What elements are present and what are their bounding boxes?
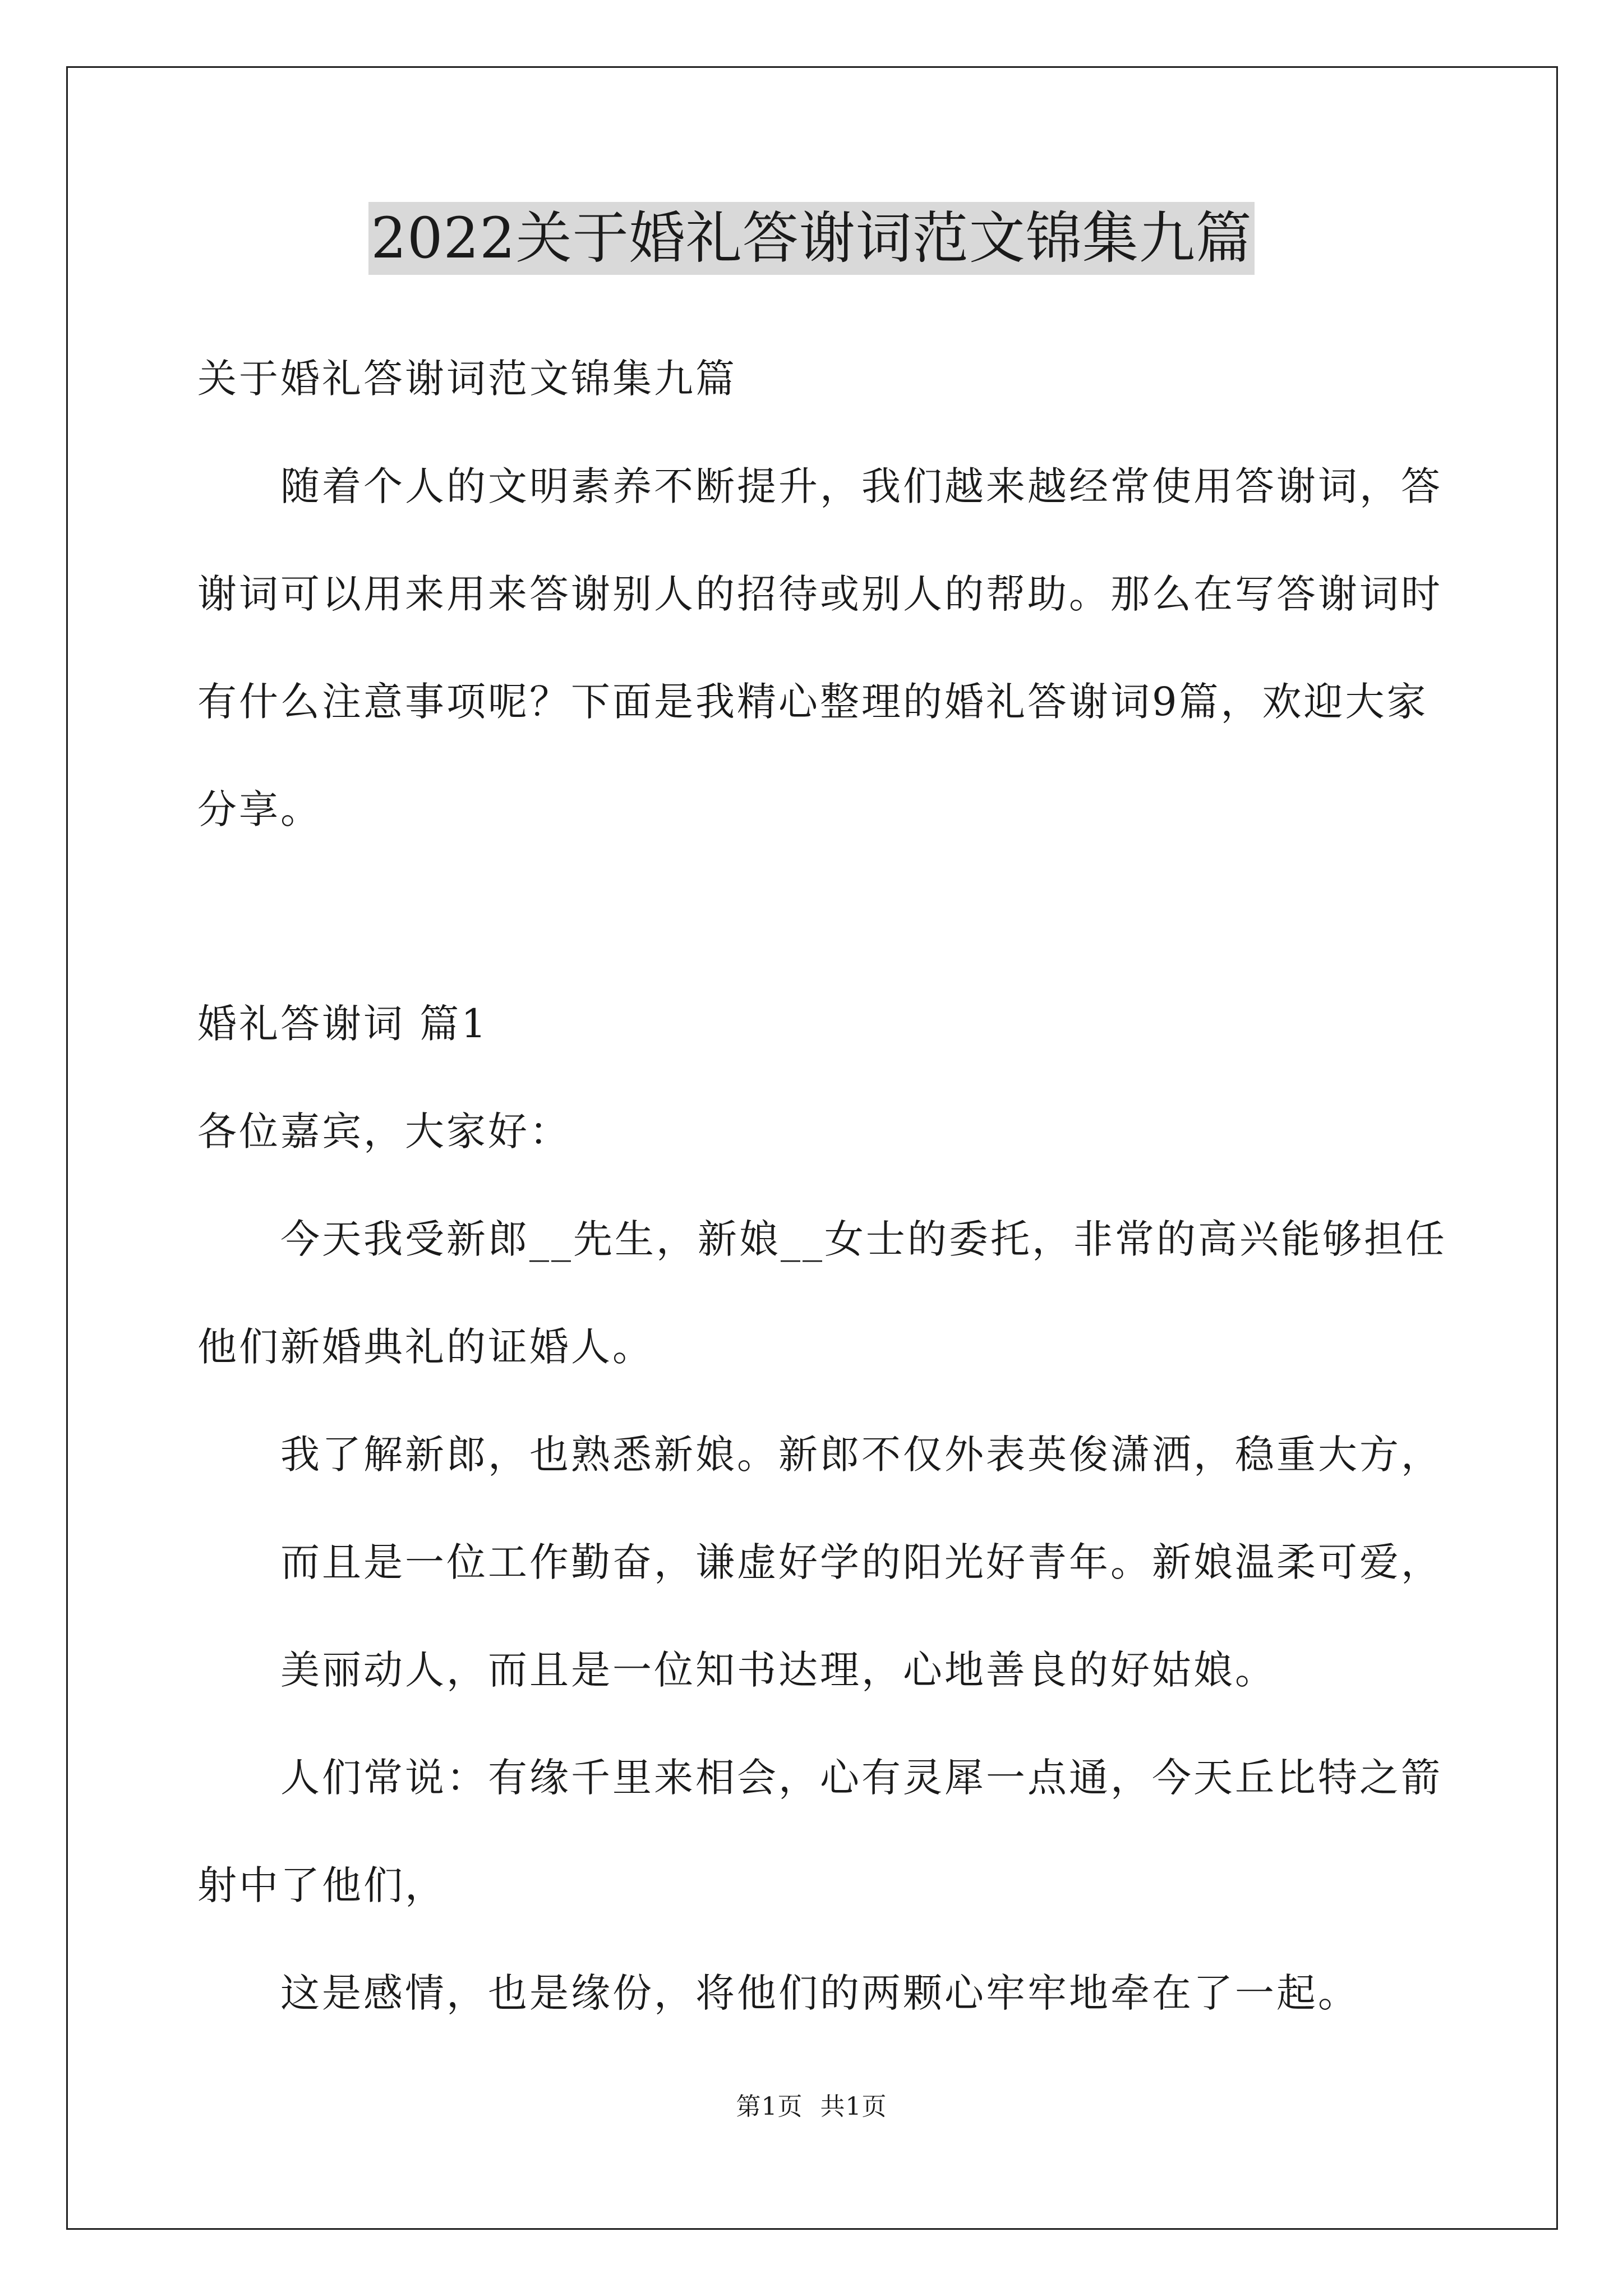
intro-line-4: 分享。 [197,786,322,832]
body-line-2: 他们新婚典礼的证婚人。 [197,1324,654,1370]
section-heading: 婚礼答谢词 篇1 [197,1001,488,1047]
document-title: 2022关于婚礼答谢词范文锦集九篇 [368,202,1255,275]
intro-line-2: 谢词可以用来用来答谢别人的招待或别人的帮助。那么在写答谢词时 [197,571,1442,617]
page-number: 第1页 [736,2092,803,2121]
page-footer [0,2091,1623,2123]
greeting: 各位嘉宾，大家好： [197,1108,571,1154]
body-line-1: 今天我受新郎__先生，新娘__女士的委托，非常的高兴能够担任 [280,1216,1447,1262]
body-line-3: 我了解新郎，也熟悉新娘。新郎不仅外表英俊潇洒，稳重大方， [280,1432,1442,1478]
intro-line-1: 随着个人的文明素养不断提升，我们越来越经常使用答谢词，答 [280,463,1442,509]
body-line-5: 美丽动人，而且是一位知书达理，心地善良的好姑娘。 [280,1647,1276,1693]
document-subtitle: 关于婚礼答谢词范文锦集九篇 [197,356,737,402]
body-line-7: 射中了他们， [197,1862,446,1908]
body-line-6: 人们常说：有缘千里来相会，心有灵犀一点通，今天丘比特之箭 [280,1755,1442,1801]
body-line-8: 这是感情，也是缘份，将他们的两颗心牢牢地牵在了一起。 [280,1970,1359,2016]
intro-line-3: 有什么注意事项呢？下面是我精心整理的婚礼答谢词9篇，欢迎大家 [197,679,1428,725]
total-pages: 共1页 [820,2092,887,2121]
body-line-4: 而且是一位工作勤奋，谦虚好学的阳光好青年。新娘温柔可爱， [280,1539,1442,1585]
title-area [0,202,1623,275]
